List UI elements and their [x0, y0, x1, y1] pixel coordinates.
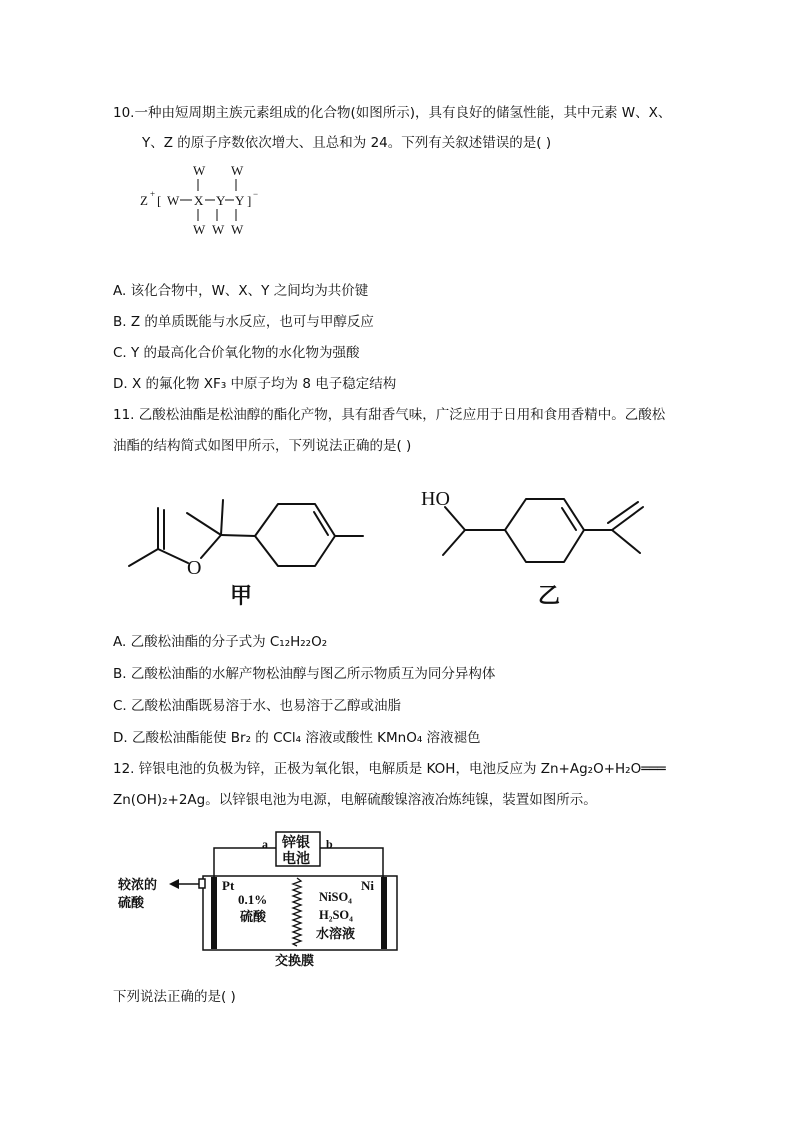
- atom-x: X: [194, 193, 204, 208]
- atom-w: W: [193, 163, 206, 178]
- atom-w: W: [231, 222, 244, 237]
- battery-label-1: 锌银: [282, 835, 310, 851]
- membrane-label: 交换膜: [275, 954, 315, 969]
- left-solution-2: 硫酸: [240, 910, 267, 925]
- q11-option-c: C. 乙酸松油酯既易溶于水、也易溶于乙醇或油脂: [113, 698, 402, 714]
- structure-jia: [129, 500, 363, 566]
- q11-structures-figure: [115, 475, 675, 610]
- label-jia: 甲: [230, 584, 253, 609]
- right-solution-1: NiSO₄: [319, 890, 352, 904]
- q11-option-a: A. 乙酸松油酯的分子式为 C₁₂H₂₂O₂: [113, 634, 328, 650]
- q12-stem-line1: 12. 锌银电池的负极为锌，正极为氧化银，电解质是 KOH，电池反应为 Zn+Ag₂O+H₂O═══: [113, 761, 666, 777]
- outlet-label-1: 较浓的: [118, 878, 158, 893]
- q10-stem-line1: 10.一种由短周期主族元素组成的化合物(如图所示)，具有良好的储氢性能，其中元素 W、X、: [113, 105, 672, 121]
- q11-stem-line2: 油酯的结构简式如图甲所示，下列说法正确的是( ): [113, 438, 412, 454]
- terminal-a: a: [262, 837, 268, 851]
- q11-stem-line1: 11. 乙酸松油酯是松油醇的酯化产物，具有甜香气味，广泛应用于日用和食用香精中。乙酸松: [113, 407, 666, 423]
- outlet-arrow-icon: [169, 879, 179, 889]
- pt-label: Pt: [222, 878, 235, 893]
- atom-w: W: [231, 163, 244, 178]
- structure-yi: [443, 499, 643, 562]
- atom-w: W: [212, 222, 225, 237]
- outlet-label-2: 硫酸: [118, 896, 145, 911]
- pt-electrode: [211, 877, 217, 949]
- battery-label-2: 电池: [282, 851, 310, 867]
- q11-option-d: D. 乙酸松油酯能使 Br₂ 的 CCl₄ 溶液或酸性 KMnO₄ 溶液褪色: [113, 730, 481, 746]
- q10-option-a: A. 该化合物中，W、X、Y 之间均为共价键: [113, 283, 369, 299]
- ni-label: Ni: [361, 878, 374, 893]
- terminal-b: b: [326, 837, 333, 851]
- left-solution-1: 0.1%: [238, 892, 268, 907]
- ni-electrode: [381, 877, 387, 949]
- oxygen-label: O: [187, 557, 202, 579]
- right-solution-2: H₂SO₄: [319, 908, 353, 922]
- cation-z: Z: [140, 193, 148, 208]
- label-yi: 乙: [538, 584, 561, 609]
- bracket-close: ]: [247, 193, 252, 208]
- atom-w: W: [193, 222, 206, 237]
- atom-y: Y: [216, 193, 226, 208]
- ho-label: HO: [421, 488, 450, 510]
- bracket-open: [: [157, 193, 162, 208]
- q10-option-d: D. X 的氟化物 XF₃ 中原子均为 8 电子稳定结构: [113, 376, 397, 392]
- q10-option-c: C. Y 的最高化合价氧化物的水化物为强酸: [113, 345, 360, 361]
- exchange-membrane: [293, 878, 301, 946]
- atom-y: Y: [235, 193, 245, 208]
- atom-w: W: [167, 193, 180, 208]
- q12-electrolysis-diagram: [115, 822, 415, 972]
- q12-stem-line2: Zn(OH)₂+2Ag。以锌银电池为电源，电解硫酸镍溶液冶炼纯镍，装置如图所示。: [113, 792, 597, 808]
- anion-charge: −: [253, 189, 259, 199]
- q10-option-b: B. Z 的单质既能与水反应，也可与甲醇反应: [113, 314, 374, 330]
- q10-structure-figure: [136, 160, 276, 242]
- cation-charge: +: [150, 189, 156, 199]
- right-solution-3: 水溶液: [316, 927, 356, 942]
- bond-lines: [180, 179, 236, 221]
- q12-question: 下列说法正确的是( ): [113, 989, 236, 1005]
- q11-option-b: B. 乙酸松油酯的水解产物松油醇与图乙所示物质互为同分异构体: [113, 666, 496, 682]
- q10-stem-line2: Y、Z 的原子序数依次增大、且总和为 24。下列有关叙述错误的是( ): [142, 135, 552, 151]
